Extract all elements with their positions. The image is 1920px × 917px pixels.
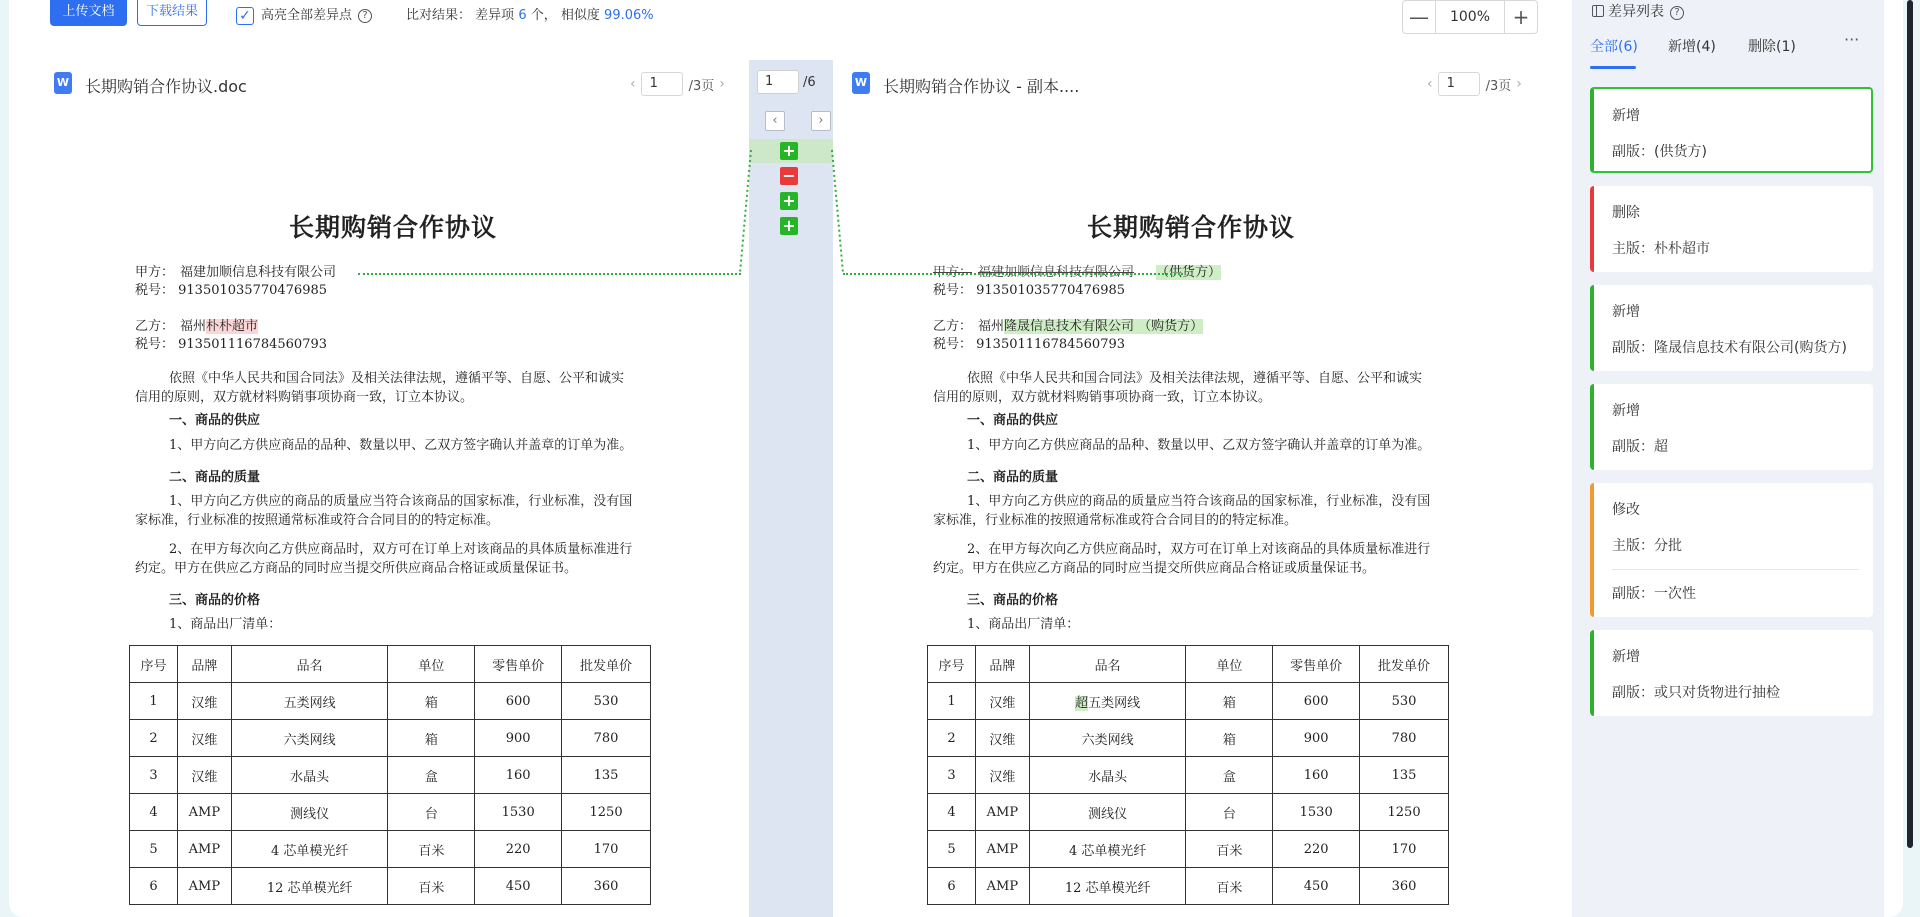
diff-detail: 副版：(供货方) [1612, 144, 1707, 160]
diff-card[interactable] [1590, 87, 1873, 173]
diff-connector-line [358, 273, 741, 275]
right-page-total: /3页 [1485, 78, 1512, 94]
diff-suffix: 个， [530, 8, 557, 23]
table-cell: 600 [475, 683, 562, 720]
table-cell: 530 [1360, 683, 1449, 720]
table-cell: 4 芯单模光纤 [231, 831, 388, 868]
more-tabs-icon[interactable]: ··· [1844, 30, 1860, 49]
zoom-out-button[interactable]: — [1409, 5, 1429, 29]
table-cell: 箱 [1186, 683, 1273, 720]
table-cell: 160 [475, 757, 562, 794]
help-icon[interactable]: ? [1670, 6, 1684, 20]
table-cell: 780 [1360, 720, 1449, 757]
middle-page-input[interactable]: 1 [757, 70, 799, 94]
word-file-icon: W [852, 72, 870, 94]
paragraph: 1、甲方向乙方供应的商品的质量应当符合该商品的国家标准，行业标准，没有国 [169, 494, 633, 509]
table-cell: 台 [1186, 794, 1273, 831]
diff-connector-right [831, 148, 845, 276]
tab-added[interactable]: 新增(4) [1668, 39, 1716, 55]
doc-title: 长期购销合作协议 [289, 213, 498, 242]
highlight-all-label [261, 6, 372, 26]
party-b-tax: 税号： 913501116784560793 [135, 337, 328, 352]
party-a-tax: 税号： 913501035770476985 [933, 283, 1126, 298]
table-row [130, 794, 651, 831]
party-a-name: 福建加顺信息科技有限公司 [978, 265, 1135, 280]
table-cell: 3 [928, 757, 976, 794]
table-cell: 1250 [562, 794, 651, 831]
table-cell: 2 [928, 720, 976, 757]
diff-list-panel [1572, 0, 1884, 917]
next-diff-button[interactable]: › [811, 111, 831, 131]
diff-type: 新增 [1612, 403, 1640, 419]
party-b-city: 福州 [180, 319, 207, 334]
table-cell: 百米 [1186, 868, 1273, 905]
prev-page-icon[interactable]: ‹ [630, 76, 636, 92]
diff-type: 删除 [1612, 205, 1640, 221]
section-heading: 一、商品的供应 [967, 413, 1059, 428]
table-header-cell: 品牌 [177, 646, 231, 683]
table-header-cell: 批发单价 [562, 646, 651, 683]
table-header-cell: 单位 [388, 646, 475, 683]
table-cell: 530 [562, 683, 651, 720]
section-heading: 二、商品的质量 [967, 470, 1059, 485]
diff-detail: 副版：隆晟信息技术有限公司(购货方) [1612, 340, 1847, 356]
table-cell: AMP [177, 794, 231, 831]
table-row [928, 794, 1449, 831]
table-cell: 4 [130, 794, 178, 831]
diff-detail: 主版：朴朴超市 [1612, 241, 1710, 257]
intro-line: 信用的原则，双方就材料购销事项协商一致，订立本协议。 [135, 390, 474, 405]
active-tab-indicator [1590, 66, 1636, 69]
table-cell: 900 [1273, 720, 1360, 757]
table-cell: 汉维 [177, 683, 231, 720]
table-cell: 1 [130, 683, 178, 720]
table-row [130, 868, 651, 905]
paragraph: 家标准，行业标准的按照通常标准或符合合同目的的特定标准。 [933, 513, 1298, 528]
table-cell: 12 芯单模光纤 [231, 868, 388, 905]
word-file-icon: W [54, 72, 72, 94]
party-a-label: 甲方： [135, 265, 175, 280]
table-cell [1029, 683, 1186, 720]
highlight-all-checkbox[interactable]: ✓ [236, 7, 254, 25]
table-row [928, 757, 1449, 794]
download-button[interactable]: 下载结果 [137, 0, 207, 26]
table-cell: AMP [975, 794, 1029, 831]
table-row [928, 720, 1449, 757]
diff-marker-row[interactable] [749, 189, 833, 213]
table-cell: 百米 [388, 831, 475, 868]
paragraph: 约定。甲方在供应乙方商品的同时应当提交所供应商品合格证或质量保证书。 [135, 561, 578, 576]
table-cell: 1250 [1360, 794, 1449, 831]
party-b-line [135, 318, 258, 336]
table-header-cell: 品名 [231, 646, 388, 683]
diff-list-title-text: 差异列表 [1608, 4, 1664, 20]
added-text[interactable]: 超 [1075, 695, 1089, 711]
table-cell: 360 [1360, 868, 1449, 905]
diff-type: 新增 [1612, 649, 1640, 665]
table-header-cell: 序号 [130, 646, 178, 683]
table-cell: 汉维 [975, 757, 1029, 794]
paragraph: 2、在甲方每次向乙方供应商品时，双方可在订单上对该商品的具体质量标准进行 [967, 542, 1431, 557]
table-cell: AMP [975, 868, 1029, 905]
party-b-line [933, 318, 1203, 336]
table-cell: 450 [1273, 868, 1360, 905]
party-a-line [135, 264, 336, 282]
table-cell: 900 [475, 720, 562, 757]
zoom-control [1402, 0, 1538, 34]
table-header-row [928, 646, 1449, 683]
diff-list-title [1592, 2, 1684, 22]
table-cell: 6 [130, 868, 178, 905]
party-b-city: 福州 [978, 319, 1005, 334]
right-page-input[interactable]: 1 [1438, 72, 1480, 96]
paragraph: 1、甲方向乙方供应商品的品种、数量以甲、乙双方签字确认并盖章的订单为准。 [967, 438, 1431, 453]
upload-button[interactable]: 上传文档 [50, 0, 127, 26]
next-page-icon[interactable]: › [1516, 76, 1522, 92]
zoom-in-button[interactable]: + [1512, 5, 1530, 29]
deleted-marker-icon[interactable]: − [780, 167, 798, 185]
party-a-label: 甲方： [933, 265, 973, 280]
diff-detail: 副版：或只对货物进行抽检 [1612, 685, 1780, 701]
doc-title: 长期购销合作协议 [1087, 213, 1296, 242]
intro-line: 依照《中华人民共和国合同法》及相关法律法规，遵循平等、自愿、公平和诚实 [169, 371, 625, 386]
compare-workspace [9, 0, 1903, 917]
table-cell: 4 [928, 794, 976, 831]
table-cell: 百米 [1186, 831, 1273, 868]
table-cell: 1530 [475, 794, 562, 831]
help-icon[interactable]: ? [358, 9, 372, 23]
section-heading: 三、商品的价格 [967, 593, 1059, 608]
diff-card[interactable] [1590, 285, 1873, 371]
table-cell: 箱 [388, 683, 475, 720]
table-cell: 220 [1273, 831, 1360, 868]
intro-line: 信用的原则，双方就材料购销事项协商一致，订立本协议。 [933, 390, 1272, 405]
diff-connector-line [843, 273, 1183, 275]
diff-card[interactable] [1590, 630, 1873, 716]
intro-line: 依照《中华人民共和国合同法》及相关法律法规，遵循平等、自愿、公平和诚实 [967, 371, 1423, 386]
table-cell: 5 [130, 831, 178, 868]
table-cell: 600 [1273, 683, 1360, 720]
party-b-label: 乙方： [933, 319, 973, 334]
table-cell: 160 [1273, 757, 1360, 794]
table-cell: 360 [562, 868, 651, 905]
table-header-cell: 批发单价 [1360, 646, 1449, 683]
table-cell: 汉维 [177, 757, 231, 794]
paragraph: 1、甲方向乙方供应的商品的质量应当符合该商品的国家标准，行业标准，没有国 [967, 494, 1431, 509]
paragraph: 1、甲方向乙方供应商品的品种、数量以甲、乙双方签字确认并盖章的订单为准。 [169, 438, 633, 453]
table-cell: 4 芯单模光纤 [1029, 831, 1186, 868]
deleted-text[interactable]: 朴朴超市 [206, 319, 259, 334]
table-cell: 测线仪 [1029, 794, 1186, 831]
table-row [130, 720, 651, 757]
table-header-cell: 品名 [1029, 646, 1186, 683]
diff-count: 6 [518, 8, 527, 23]
diff-type: 新增 [1612, 108, 1640, 124]
paragraph: 1、商品出厂清单： [169, 617, 282, 632]
table-row [928, 868, 1449, 905]
compare-result-summary [406, 6, 654, 26]
table-cell: 水晶头 [1029, 757, 1186, 794]
left-doc-title: 长期购销合作协议.doc [85, 77, 247, 96]
diff-prefix: 差异项 [475, 8, 515, 23]
table-cell: 450 [475, 868, 562, 905]
table-cell: 箱 [388, 720, 475, 757]
left-page-input[interactable]: 1 [641, 72, 683, 96]
section-heading: 二、商品的质量 [169, 470, 261, 485]
table-header-cell: 品牌 [975, 646, 1029, 683]
table-cell: 170 [562, 831, 651, 868]
paragraph: 家标准，行业标准的按照通常标准或符合合同目的的特定标准。 [135, 513, 500, 528]
added-marker-icon[interactable]: + [780, 217, 798, 235]
party-b-tax: 税号： 913501116784560793 [933, 337, 1126, 352]
table-cell: 135 [562, 757, 651, 794]
table-cell: 220 [475, 831, 562, 868]
table-row [928, 683, 1449, 720]
added-marker-icon[interactable]: + [780, 142, 798, 160]
table-header-row [130, 646, 651, 683]
table-cell: AMP [975, 831, 1029, 868]
table-cell: 5 [928, 831, 976, 868]
table-header-cell: 零售单价 [1273, 646, 1360, 683]
diff-connector-left [738, 148, 752, 276]
left-doc-pager [625, 72, 730, 96]
table-cell: 1530 [1273, 794, 1360, 831]
party-a-name: 福建加顺信息科技有限公司 [180, 265, 337, 280]
table-header-cell: 零售单价 [475, 646, 562, 683]
table-row [130, 757, 651, 794]
middle-page-total: /6 [803, 74, 816, 90]
diff-detail-copy: 副版：一次性 [1612, 586, 1696, 602]
result-prefix: 比对结果： [406, 8, 472, 23]
diff-type: 新增 [1612, 304, 1640, 320]
highlight-all-text: 高亮全部差异点 [261, 8, 353, 23]
diff-type: 修改 [1612, 502, 1640, 518]
party-a-tax: 税号： 913501035770476985 [135, 283, 328, 298]
table-cell: 135 [1360, 757, 1449, 794]
page-scrollbar[interactable] [1907, 0, 1913, 848]
section-heading: 一、商品的供应 [169, 413, 261, 428]
table-cell: 12 芯单模光纤 [1029, 868, 1186, 905]
table-cell: 1 [928, 683, 976, 720]
table-cell: 百米 [388, 868, 475, 905]
product-table [927, 645, 1449, 905]
table-cell: 盒 [388, 757, 475, 794]
tab-deleted[interactable]: 删除(1) [1748, 39, 1796, 55]
added-text[interactable]: 隆晟信息技术有限公司 （购货方） [1004, 319, 1204, 334]
table-header-cell: 单位 [1186, 646, 1273, 683]
diff-card[interactable] [1590, 483, 1873, 617]
paragraph: 1、商品出厂清单： [967, 617, 1080, 632]
table-cell: 汉维 [177, 720, 231, 757]
section-heading: 三、商品的价格 [169, 593, 261, 608]
table-row [928, 831, 1449, 868]
table-cell: 六类网线 [1029, 720, 1186, 757]
added-marker-icon[interactable]: + [780, 192, 798, 210]
similarity-prefix: 相似度 [560, 8, 600, 23]
diff-detail-main: 主版：分批 [1612, 538, 1682, 554]
table-cell: 780 [562, 720, 651, 757]
right-doc-pager [1422, 72, 1527, 96]
right-doc-title: 长期购销合作协议 - 副本.... [883, 77, 1080, 96]
diff-card[interactable] [1590, 186, 1873, 272]
paragraph: 约定。甲方在供应乙方商品的同时应当提交所供应商品合格证或质量保证书。 [933, 561, 1376, 576]
table-cell: 测线仪 [231, 794, 388, 831]
table-cell: 3 [130, 757, 178, 794]
table-cell: 2 [130, 720, 178, 757]
diff-marker-row[interactable] [749, 164, 833, 188]
table-cell: 六类网线 [231, 720, 388, 757]
table-cell: AMP [177, 831, 231, 868]
next-page-icon[interactable]: › [719, 76, 725, 92]
table-cell: 水晶头 [231, 757, 388, 794]
diff-detail: 副版：超 [1612, 439, 1668, 455]
middle-pager [757, 70, 816, 94]
prev-diff-button[interactable]: ‹ [765, 111, 785, 131]
divider [1612, 569, 1859, 570]
table-cell: 五类网线 [231, 683, 388, 720]
prev-page-icon[interactable]: ‹ [1427, 76, 1433, 92]
table-row [130, 683, 651, 720]
table-cell: 汉维 [975, 720, 1029, 757]
table-header-cell: 序号 [928, 646, 976, 683]
diff-card[interactable] [1590, 384, 1873, 470]
table-cell: 汉维 [975, 683, 1029, 720]
panel-list-icon [1592, 5, 1604, 17]
cell-text: 五类网线 [1088, 695, 1141, 711]
table-row [130, 831, 651, 868]
table-cell: 箱 [1186, 720, 1273, 757]
table-cell: AMP [177, 868, 231, 905]
added-text[interactable]: （供货方） [1156, 265, 1222, 280]
party-b-label: 乙方： [135, 319, 175, 334]
paragraph: 2、在甲方每次向乙方供应商品时，双方可在订单上对该商品的具体质量标准进行 [169, 542, 633, 557]
diff-marker-row[interactable] [749, 139, 833, 163]
table-cell: 台 [388, 794, 475, 831]
table-cell: 6 [928, 868, 976, 905]
zoom-value[interactable]: 100% [1435, 1, 1505, 33]
diff-marker-row[interactable] [749, 214, 833, 238]
left-page-total: /3页 [688, 78, 715, 94]
similarity-value: 99.06% [604, 8, 654, 23]
product-table [129, 645, 651, 905]
tab-all[interactable]: 全部(6) [1590, 39, 1638, 55]
table-cell: 170 [1360, 831, 1449, 868]
table-cell: 盒 [1186, 757, 1273, 794]
